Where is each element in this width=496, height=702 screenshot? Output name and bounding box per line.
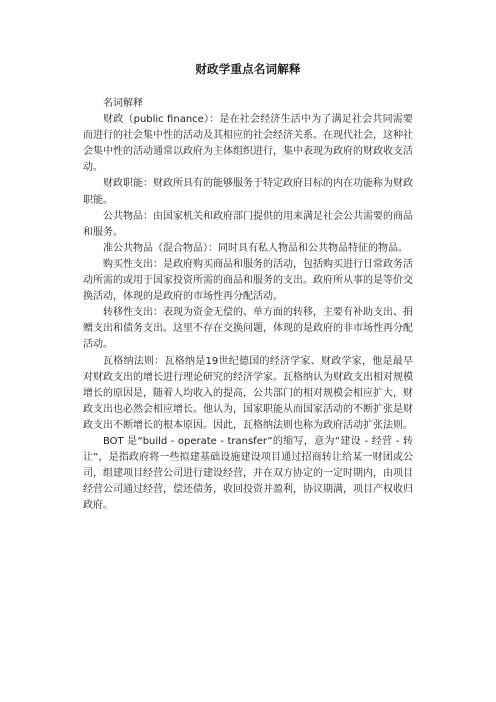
paragraph-public-finance: 财政（public finance）：是在社会经济生活中为了满足社会共同需要而进行的社会集中性的活动及其相应的社会经济关系。在现代社会，这种社会集中性的活动通常以政府为主体组织进行，集中表现为政府的财政收支活动。 <box>83 114 413 174</box>
document-body <box>83 96 413 514</box>
paragraph-quasi-public-goods: 准公共物品（混合物品）：同时具有私人物品和公共物品特征的物品。 <box>103 242 408 254</box>
paragraph-fiscal-function: 财政职能：财政所具有的能够服务于特定政府目标的内在功能称为财政职能。 <box>83 178 413 206</box>
paragraph-wagner-law: 瓦格纳法则：瓦格纳是19世纪德国的经济学家、财政学家，他是最早对财政支出的增长进行理论研究的经济学家。瓦格纳认为财政支出相对规模增长的原因是，随着人均收入的提高，公共部门的相对规模会相应扩大，财政支出也必然会相应增长。他认为，国家职能从而国家活动的不断扩张是财政支出不断增长的根本原因。因此，瓦格纳法则也称为政府活动扩张法则。 <box>83 355 413 431</box>
paragraph-public-goods: 公共物品：由国家机关和政府部门提供的用来满足社会公共需要的商品和服务。 <box>83 210 413 238</box>
paragraph-transfer-expenditure: 转移性支出：表现为资金无偿的、单方面的转移，主要有补助支出、捐赠支出和债务支出。这里不存在交换问题，体现的是政府的非市场性再分配活动。 <box>83 307 413 351</box>
section-heading: 名词解释 <box>103 98 143 109</box>
document-title: 财政学重点名词解释 <box>195 62 301 76</box>
paragraph-bot: BOT 是“build - operate - transfer”的缩写，意为“建设 - 经营 - 转让”，是指政府将一些拟建基础设施建设项目通过招商转让给某一财团或公司，组建项目经营公司进行建设经营，并在双方协定的一定时期内，由项目经营公司通过经营，偿还债务，收回投资并盈利，协议期满，项目产权收归政府。 <box>83 435 413 512</box>
paragraph-purchase-expenditure: 购买性支出：是政府购买商品和服务的活动，包括购买进行日常政务活动所需的或用于国家投资所需的商品和服务的支出。政府所从事的是等价交换活动，体现的是政府的市场性再分配活动。 <box>83 258 413 303</box>
